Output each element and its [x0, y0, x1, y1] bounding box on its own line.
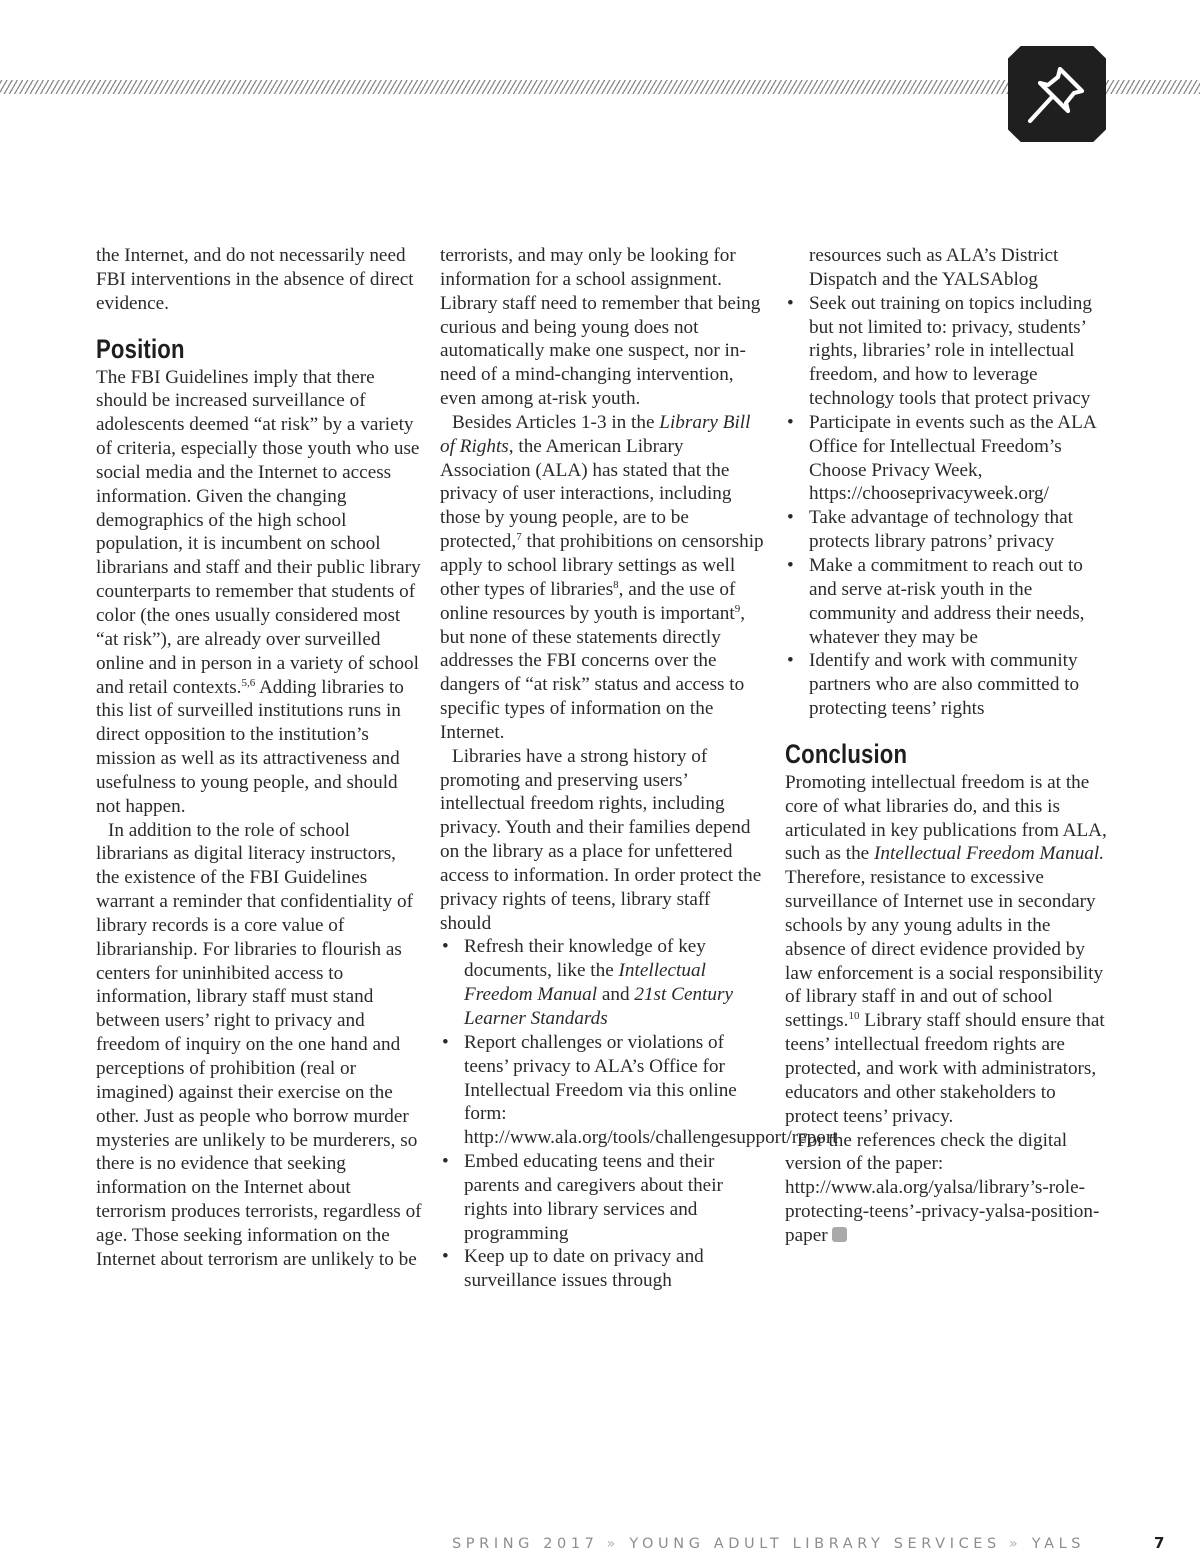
section-badge [1008, 46, 1106, 142]
pushpin-icon [1022, 59, 1092, 129]
footer-season: SPRING 2017 [452, 1536, 599, 1552]
list-item: • Embed educating teens and their parents and caregivers about their rights into library services and programming [440, 1150, 766, 1245]
footnote-ref: 10 [848, 1010, 860, 1023]
page-number: 7 [1154, 1534, 1165, 1552]
recommendations-list-continued [785, 244, 1107, 721]
continued-paragraph: terrorists, and may only be looking for information for a school assignment. Library staff need to remember that being curious and being young does not automatically make one suspect, nor in-need of a mind-changing intervention, even among at-risk youth. [440, 245, 761, 410]
references-paragraph: For the references check the digital version of the paper: http://www.ala.org/yalsa/library’s-role-protecting-teens’-privacy-yalsa-position-paper [785, 1129, 1100, 1246]
list-item: • Seek out training on topics including but not limited to: privacy, students’ rights, libraries’ role in intellectual freedom, and how to leverage technology tools that protect privacy [785, 292, 1107, 411]
end-mark-icon [832, 1227, 847, 1242]
conclusion-heading: Conclusion [785, 738, 908, 769]
list-item: • Take advantage of technology that protects library patrons’ privacy [785, 506, 1107, 554]
column-1 [96, 244, 422, 1272]
running-footer [452, 1536, 1085, 1556]
footnote-ref: 9 [734, 602, 741, 615]
list-item: • Refresh their knowledge of key documents, like the Intellectual Freedom Manual and 21st Century Learner Standards [440, 935, 766, 1030]
recommendations-list [440, 935, 838, 1293]
position-heading: Position [96, 333, 185, 364]
footer-publication: YOUNG ADULT LIBRARY SERVICES [629, 1536, 1001, 1552]
list-item: • Participate in events such as the ALA Office for Intellectual Freedom’s Choose Privacy Week, https://chooseprivacyweek.org/ [785, 411, 1107, 506]
list-item: • Make a commitment to reach out to and serve at-risk youth in the community and address their needs, whatever they may be [785, 554, 1107, 649]
footnote-ref: 5,6 [241, 676, 256, 689]
footer-separator: » [1008, 1536, 1020, 1552]
column-2 [440, 244, 838, 1293]
list-item: • Report challenges or violations of teens’ privacy to ALA’s Office for Intellectual Freedom via this online form: http://www.ala.org/tools/challengesupport/report [440, 1031, 766, 1150]
column-3 [785, 244, 1107, 1248]
footnote-ref: 7 [516, 531, 522, 544]
list-item: • Identify and work with community partners who are also committed to protecting teens’ rights [785, 649, 1107, 721]
footer-separator: » [606, 1536, 618, 1552]
footer-short-title: YALS [1031, 1536, 1086, 1552]
conclusion-paragraph-1: Promoting intellectual freedom is at the core of what libraries do, and this is articulated in key publications from ALA, such as the Intellectual Freedom Manual. Therefore, resistance to excessive surveillance of Internet use in secondary schools by any young adults in the absence of direct evidence provided by law enforcement is a social responsibility of library staff in and out of school settings.$^{10}$ Library staff should ensure that teens’ intellectual freedom rights are protected, and work with administrators, educators and other stakeholders to protect teens’ privacy. [785, 771, 1107, 1127]
history-paragraph: Libraries have a strong history of promoting and preserving users’ intellectual freedom rights, including privacy. Youth and their families depend on the library as a place for unfettered access to information. In order protect the privacy rights of teens, library staff should [440, 745, 762, 934]
list-item: resources such as ALA’s District Dispatch and the YALSAblog [809, 245, 1059, 290]
ala-statement-paragraph: Besides Articles 1-3 in the Library Bill of Rights, the American Library Association (ALA) has stated that the privacy of user interactions, including those by young people, are to be protected,$^7$ that prohibitions on censorship apply to school library settings as well other types of libraries$^8$, and the use of online resources by youth is important$^9$, but none of these statements directly addresses the FBI concerns over the dangers of “at risk” status and access to specific types of information on the Internet. [440, 411, 764, 743]
list-item: • Keep up to date on privacy and surveillance issues through [440, 1245, 766, 1293]
footnote-ref: 8 [613, 578, 619, 591]
position-paragraph-2: In addition to the role of school librarians as digital literacy instructors, the existence of the FBI Guidelines warrant a reminder that confidentiality of library records is a core value of librarianship. For libraries to flourish as centers for uninhibited access to information, library staff must stand between users’ right to privacy and freedom of inquiry on the one hand and perceptions of prohibition (real or imagined) against their exercise on the other. Just as people who borrow murder mysteries are unlikely to be murderers, so there is no evidence that seeking information on the Internet about terrorism produces terrorists, regardless of age. Those seeking information on the Internet about terrorism are unlikely to be [96, 819, 422, 1270]
continued-paragraph: the Internet, and do not necessarily need FBI interventions in the absence of direct evidence. [96, 245, 414, 314]
position-paragraph-1: The FBI Guidelines imply that there should be increased surveillance of adolescents deemed “at risk” by a variety of criteria, especially those youth who use social media and the Internet to access information. Given the changing demographics of the high school population, it is incumbent on school librarians and staff and their public library counterparts to remember that students of color (the ones usually considered most “at risk”), are already over surveilled online and in person in a variety of school and retail contexts.$^{5,6}$ Adding libraries to this list of surveilled institutions runs in direct opposition to the institution’s mission as well as its attractiveness and usefulness to young people, and should not happen. [96, 366, 421, 817]
